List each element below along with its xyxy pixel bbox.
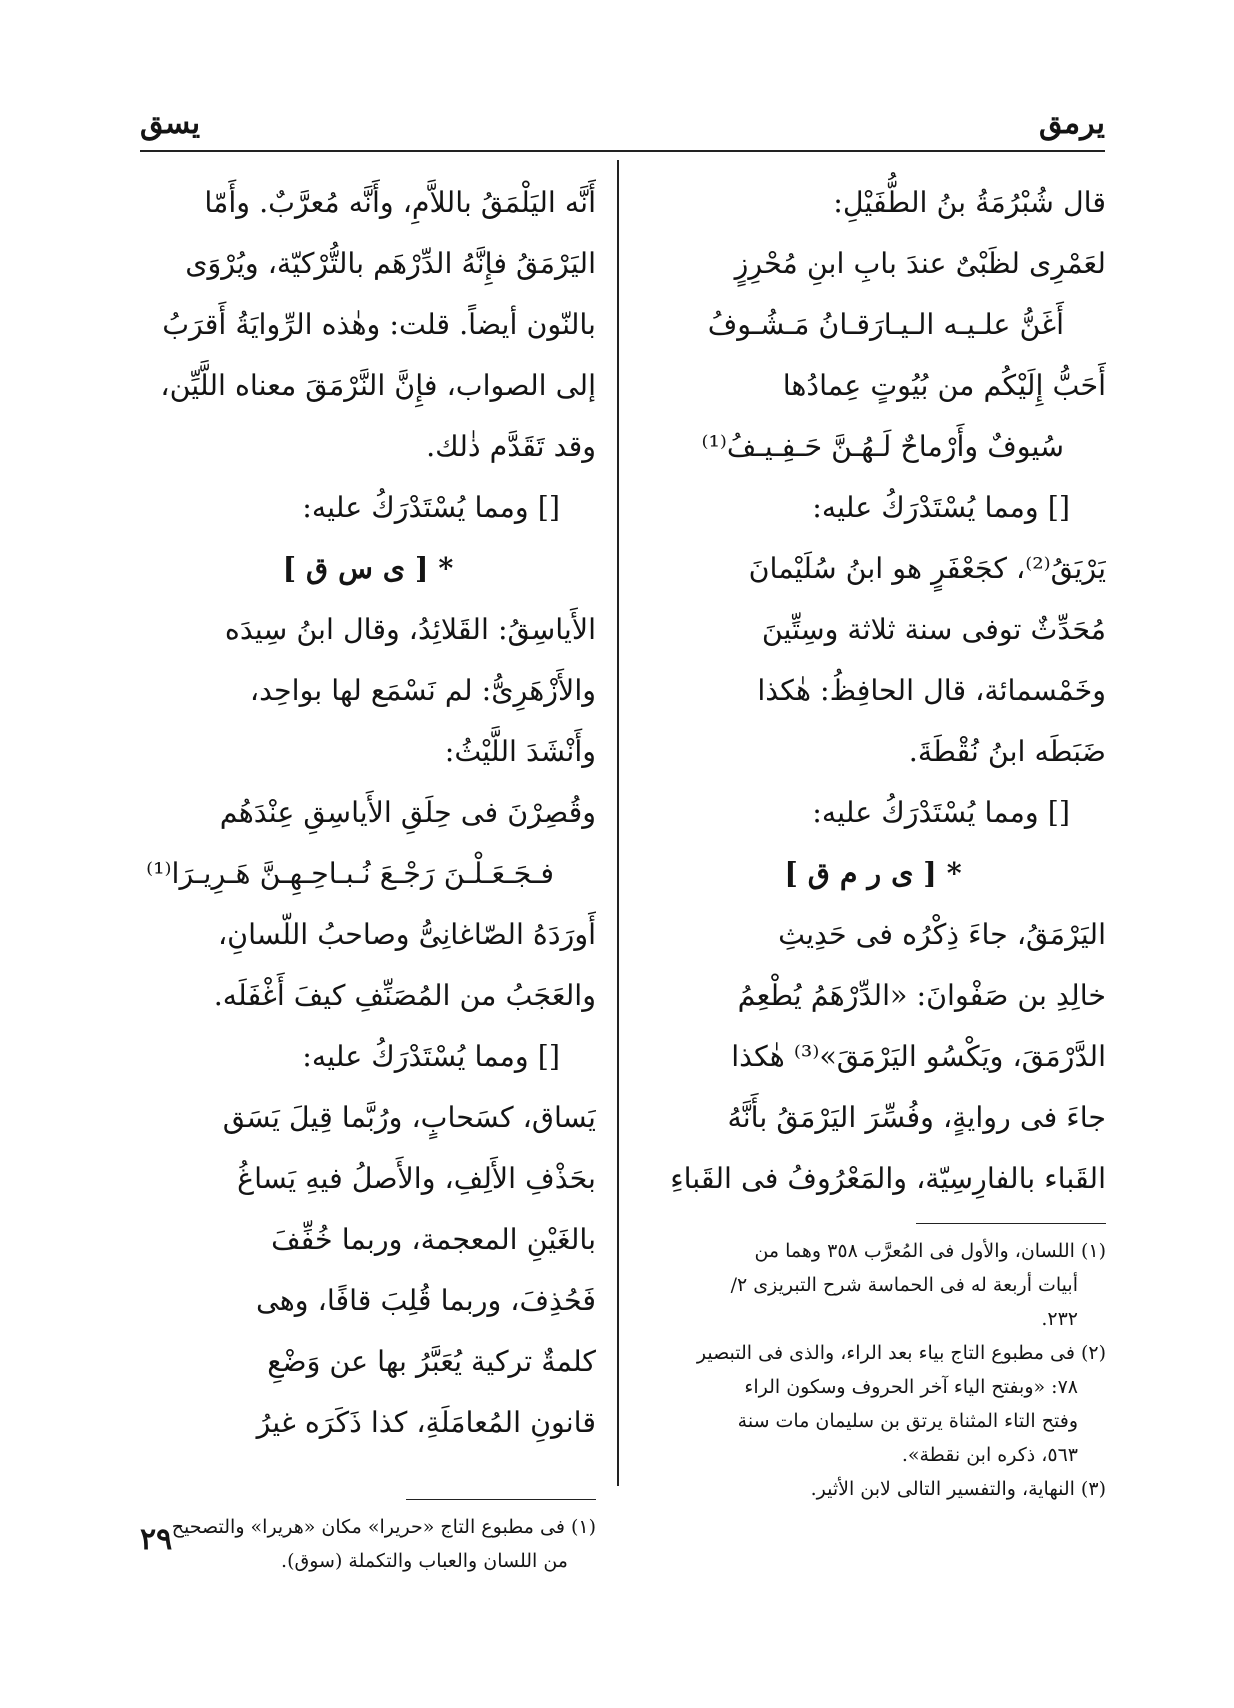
footnote-rule (406, 1499, 596, 1500)
verse-line: لعَمْرِى لظَبْىٌ عندَ بابِ ابنِ مُحْرِزٍ (734, 247, 1106, 280)
text-line: إلى الصواب، فإِنَّ النَّرْمَقَ معناه اللَّيِّن، (160, 369, 596, 402)
header-keyword-right: يرمق (1039, 106, 1105, 141)
text-line: الأَياسِقُ: القَلائِدُ، وقال ابنُ سِيدَه (224, 613, 596, 646)
footnote-rule (916, 1223, 1106, 1224)
text-line: وأَنْشَدَ اللَّيْثُ: (444, 735, 596, 768)
text-line: يَساق، كسَحابٍ، ورُبَّما قِيلَ يَسَق (222, 1101, 596, 1134)
text-line: بالغَيْنِ المعجمة، وربما خُفِّفَ (271, 1223, 596, 1256)
verse-line: فـجَـعَـلْـنَ رَجْـعَ نُـبـاحِـهِـنَّ هَـرِيـرَا⁽¹⁾ (146, 857, 554, 890)
text-line: فَحُذِفَ، وربما قُلِبَ قافًا، وهى (256, 1284, 596, 1317)
entry-heading: * [ ى س ق ] (282, 551, 454, 585)
footnote-line: ٢٣٢. (1041, 1308, 1078, 1330)
text-line: اليَرْمَقُ، جاءَ ذِكْرُه فى حَدِيثِ (778, 918, 1106, 951)
entry-heading: * [ ى ر م ق ] (784, 856, 962, 890)
footnote-line: (١) فى مطبوع التاج «حريرا» مكان «هريرا» والتصحيح (171, 1516, 596, 1538)
text-line: والأَزْهَرِىُّ: لم نَسْمَع لها بواحِد، (249, 674, 596, 707)
footnote-line: وفتح التاء المثناة يرتق بن سليمان مات سنة (737, 1410, 1078, 1432)
page-number: ٢٩ (140, 1522, 173, 1557)
verse-line: سُيوفٌ وأَرْماحٌ لَـهُـنَّ حَـفِـيـفُ⁽¹⁾ (701, 430, 1064, 463)
header-keyword-left: يسق (140, 106, 201, 141)
text-line: يَرْيَقُ⁽²⁾، كجَعْفَرٍ هو ابنُ سُلَيْمانَ (748, 552, 1106, 585)
footnote-line: (٢) فى مطبوع التاج بياء بعد الراء، والذى فى التبصير (696, 1342, 1106, 1364)
footnote-line: من اللسان والعباب والتكملة (سوق). (281, 1550, 568, 1572)
text-line: وقد تَقَدَّم ذٰلك. (426, 430, 596, 463)
text-line: القَباء بالفارِسِيّة، والمَعْرُوفُ فى القَباءِ (670, 1162, 1106, 1195)
text-line: كلمةٌ تركية يُعَبَّرُ بها عن وَضْعِ (267, 1345, 596, 1378)
text-line: بالنّون أيضاً. قلت: وهٰذه الرِّوايَةُ أَقرَبُ (162, 308, 596, 341)
verse-line: أَغَنُّ علـيـه الـيـارَقـانُ مَـشُـوفُ (707, 308, 1064, 341)
page-header (140, 96, 1105, 152)
text-line: أَنَّه اليَلْمَقُ باللاَّمِ، وأَنَّه مُعرَّبٌ. وأَمّا (204, 186, 596, 219)
footnote-line: أبيات أربعة له فى الحماسة شرح التبريزى ٢/ (730, 1274, 1078, 1296)
text-line: بحَذْفِ الأَلِفِ، والأَصلُ فيهِ يَساغُ (237, 1162, 596, 1195)
left-column (140, 172, 596, 1578)
text-line: مُحَدِّثٌ توفى سنة ثلاثة وسِتِّينَ (761, 613, 1106, 646)
addendum-marker: [] ومما يُسْتَدْرَكُ عليه: (812, 491, 1070, 524)
text-line: قال شُبْرُمَةُ بنُ الطُّفَيْلِ: (833, 186, 1106, 219)
text-line: ضَبَطَه ابنُ نُقْطَةَ. (908, 735, 1106, 768)
column-divider (617, 160, 619, 1486)
right-column (640, 172, 1106, 1506)
verse-line: وقُصِرْنَ فى حِلَقِ الأَياسِقِ عِنْدَهُم (219, 796, 596, 829)
text-line: خالِدِ بن صَفْوانَ: «الدِّرْهَمُ يُطْعِمُ (737, 979, 1106, 1012)
footnote-line: (١) اللسان، والأول فى المُعرَّب ٣٥٨ وهما من (754, 1240, 1106, 1262)
verse-line: أَحَبُّ إِلَيْكُم من بُيُوتٍ عِمادُها (782, 369, 1106, 402)
text-line: اليَرْمَقُ فإِنَّهُ الدِّرْهَم بالتُّرْكيّة، ويُرْوَى (185, 247, 596, 280)
addendum-marker: [] ومما يُسْتَدْرَكُ عليه: (302, 1040, 560, 1073)
text-line: جاءَ فى روايةٍ، وفُسِّرَ اليَرْمَقُ بأَنَّهُ (727, 1101, 1106, 1134)
footnote-line: (٣) النهاية، والتفسير التالى لابن الأثير. (810, 1478, 1106, 1500)
addendum-marker: [] ومما يُسْتَدْرَكُ عليه: (812, 796, 1070, 829)
text-line: الدَّرْمَقَ، ويَكْسُو اليَرْمَقَ»⁽³⁾ هٰكذا (731, 1040, 1106, 1073)
text-line: أَورَدَهُ الصّاغانِىُّ وصاحبُ اللّسانِ، (217, 918, 596, 951)
footnote-line: ٧٨: «وبفتح الياء آخر الحروف وسكون الراء (744, 1376, 1078, 1398)
text-line: قانونِ المُعامَلَةِ، كذا ذَكَرَه غيرُ (256, 1406, 596, 1439)
addendum-marker: [] ومما يُسْتَدْرَكُ عليه: (302, 491, 560, 524)
footnote-line: ٥٦٣، ذكره ابن نقطة». (901, 1444, 1078, 1466)
text-line: وخَمْسمائة، قال الحافِظُ: هٰكذا (757, 674, 1106, 707)
text-line: والعَجَبُ من المُصَنِّفِ كيفَ أَغْفَلَه. (213, 979, 596, 1012)
